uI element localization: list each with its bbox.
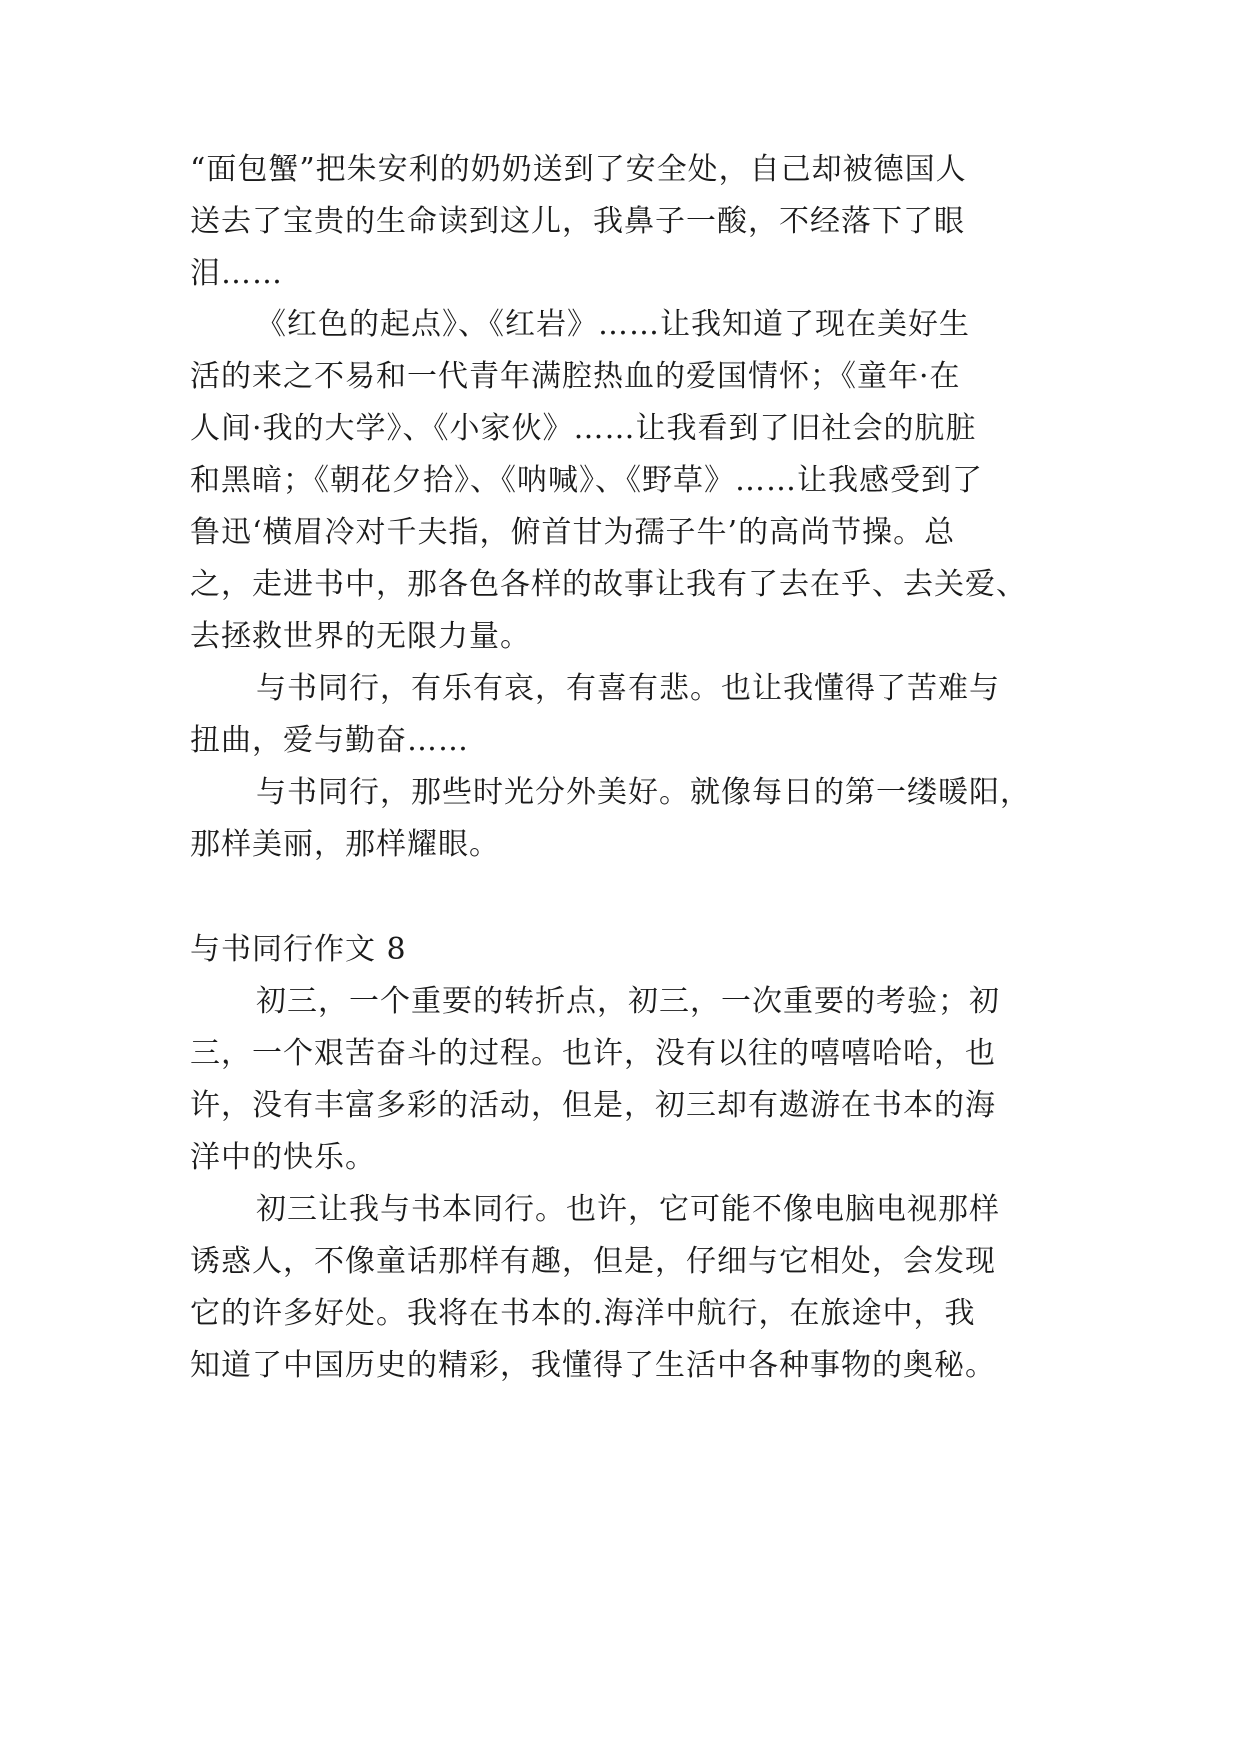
text-line: 去拯救世界的无限力量。 [190, 619, 531, 654]
text-line: 人间·我的大学》、《小家伙》……让我看到了旧社会的肮脏 [190, 411, 977, 446]
text-line: 之，走进书中，那各色各样的故事让我有了去在乎、去关爱、 [190, 567, 1027, 602]
section-heading: 与书同行作文 8 [190, 932, 407, 967]
text-line: 初三让我与书本同行。也许，它可能不像电脑电视那样 [256, 1192, 1000, 1227]
text-line: 它的许多好处。我将在书本的.海洋中航行，在旅途中，我 [190, 1296, 976, 1331]
text-line: 三，一个艰苦奋斗的过程。也许，没有以往的嘻嘻哈哈，也 [190, 1036, 996, 1071]
text-line: 和黑暗；《朝花夕拾》、《呐喊》、《野草》……让我感受到了 [190, 463, 983, 498]
text-line: “面包蟹”把朱安利的奶奶送到了安全处，自己却被德国人 [190, 152, 967, 187]
text-line: 《红色的起点》、《红岩》……让我知道了现在美好生 [256, 307, 970, 342]
text-line: 知道了中国历史的精彩，我懂得了生活中各种事物的奥秘。 [190, 1348, 996, 1383]
text-line: 初三，一个重要的转折点，初三，一次重要的考验；初 [256, 984, 1000, 1019]
text-line: 许，没有丰富多彩的活动，但是，初三却有遨游在书本的海 [190, 1088, 996, 1123]
text-line: 诱惑人，不像童话那样有趣，但是，仔细与它相处，会发现 [190, 1244, 996, 1279]
text-line: 送去了宝贵的生命读到这儿，我鼻子一酸，不经落下了眼 [190, 204, 965, 239]
text-line: 与书同行，那些时光分外美好。就像每日的第一缕暖阳， [256, 775, 1031, 810]
text-line: 鲁迅‘横眉冷对千夫指，俯首甘为孺子牛’的高尚节操。总 [190, 515, 956, 550]
text-line: 活的来之不易和一代青年满腔热血的爱国情怀；《童年·在 [190, 359, 961, 394]
text-line: 与书同行，有乐有哀，有喜有悲。也让我懂得了苦难与 [256, 671, 1000, 706]
text-line: 那样美丽，那样耀眼。 [190, 827, 500, 862]
text-line: 扭曲，爱与勤奋…… [190, 723, 469, 758]
text-line: 洋中的快乐。 [190, 1140, 376, 1175]
text-line: 泪…… [190, 256, 283, 291]
